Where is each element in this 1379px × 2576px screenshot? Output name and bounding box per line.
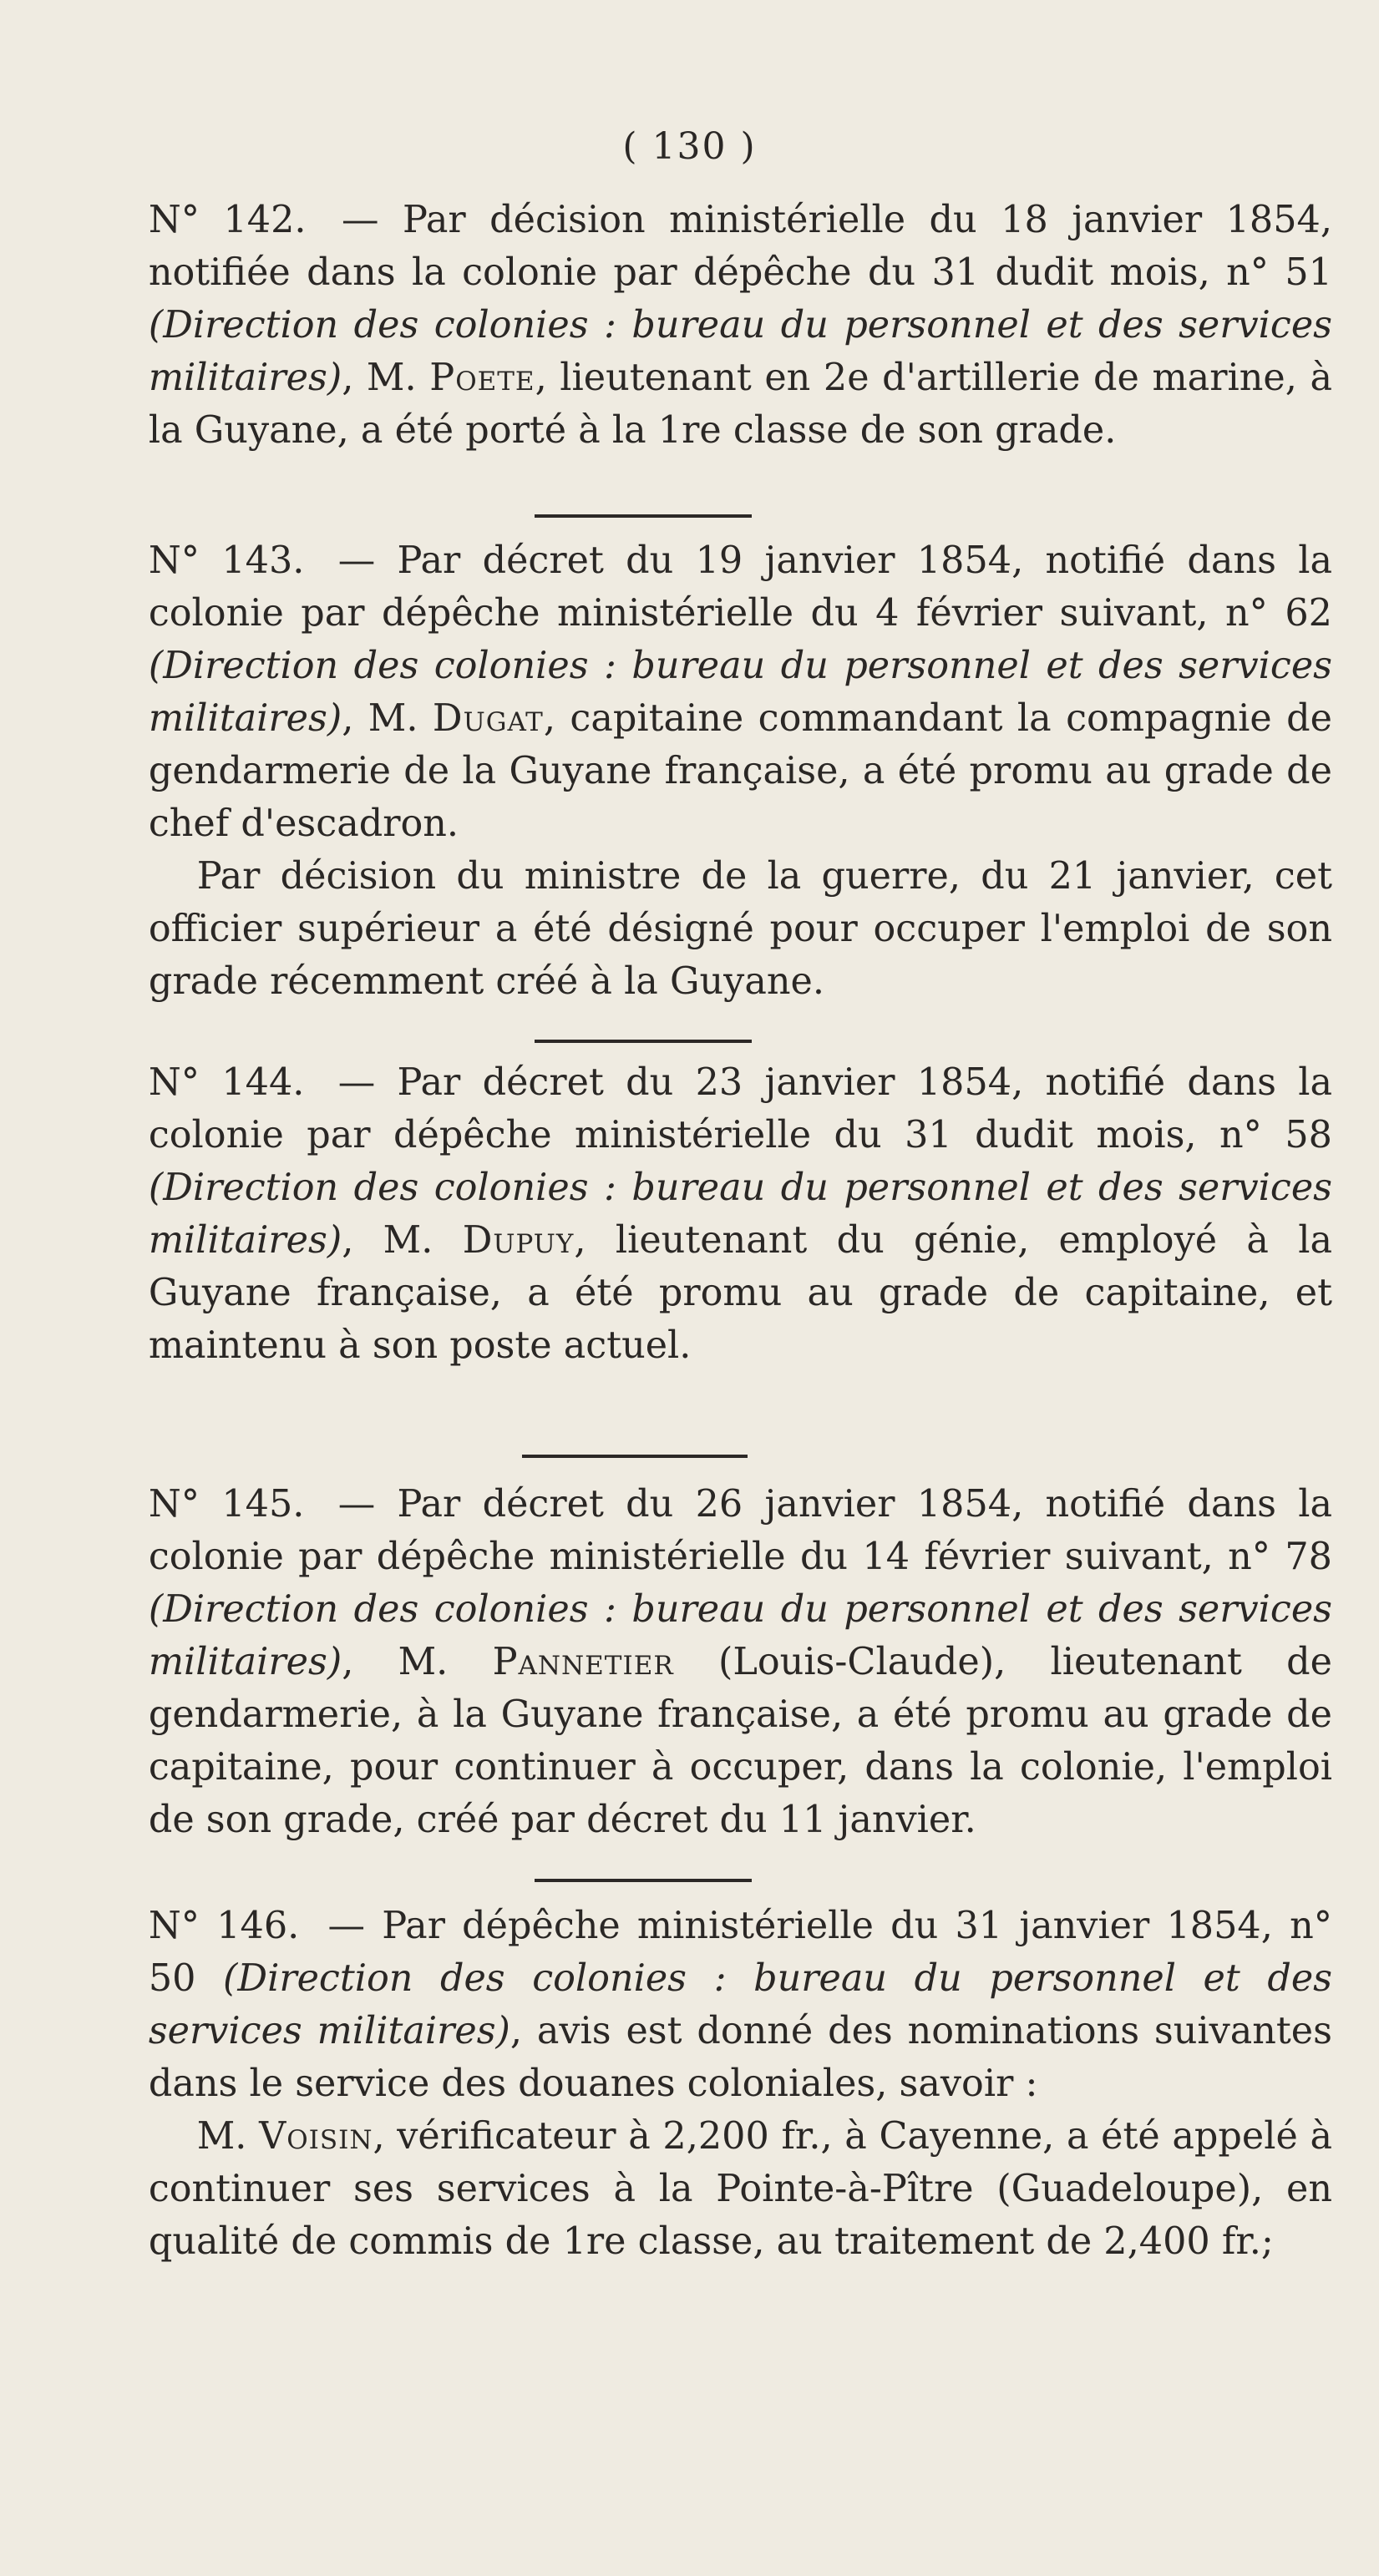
article-rest: , lieutenant du génie, employé à la Guyane française, a été promu au grade de capitaine, et maintenu à son poste actuel. <box>148 1219 1332 1367</box>
person-name: Voisin <box>259 2115 373 2158</box>
article-number: N° 144. <box>148 1061 305 1104</box>
article-paragraph <box>149 534 1332 850</box>
article-text: — Par dépêche ministérielle du 31 janvier 1854, n° 50 <box>148 1905 1332 2000</box>
page-number: ( 130 ) <box>622 125 757 168</box>
article-direction: (Direction des colonies : bureau du personnel et des services militaires) <box>148 304 1332 399</box>
article-rest: , capitaine commandant la compagnie de gendarmerie de la Guyane française, a été promu au grade de chef d'escadron. <box>148 697 1332 845</box>
article-paragraph <box>149 1478 1332 1846</box>
article-rest: (Louis-Claude), lieutenant de gendarmerie, à la Guyane française, a été promu au grade de capitaine, pour continuer à occuper, dans la colonie, l'emploi de son grade, créé par décret du 11 janvier. <box>148 1641 1332 1841</box>
article-text: — Par décret du 26 janvier 1854, notifié dans la colonie par dépêche ministérielle du 14 février suivant, n° 78 <box>148 1483 1332 1578</box>
article-paragraph <box>149 1056 1332 1372</box>
continuation-prefix: M. <box>196 2115 247 2158</box>
article-direction: (Direction des colonies : bureau du personnel et des services militaires) <box>148 1167 1332 1262</box>
article-paragraph <box>149 1900 1332 2110</box>
article-text: — Par décret du 19 janvier 1854, notifié dans la colonie par dépêche ministérielle du 4 février suivant, n° 62 <box>148 539 1332 635</box>
article-number: N° 142. <box>148 199 307 241</box>
person-name: Dugat <box>432 697 544 740</box>
article-144 <box>100 1056 1332 1372</box>
article-text-before-name: , M. <box>342 697 418 740</box>
person-name: Dupuy <box>462 1219 575 1262</box>
section-divider <box>535 1040 752 1043</box>
article-rest: , lieutenant en 2e d'artillerie de marine, à la Guyane, a été porté à la 1re classe de son grade. <box>148 357 1332 452</box>
article-continuation: Par décision du ministre de la guerre, du 21 janvier, cet officier supérieur a été désigné pour occuper l'emploi de son grade récemment créé à la Guyane. <box>148 855 1332 1003</box>
article-146 <box>100 1900 1332 2268</box>
article-number: N° 146. <box>148 1905 300 1947</box>
article-145 <box>100 1478 1332 1846</box>
article-text: — Par décret du 23 janvier 1854, notifié dans la colonie par dépêche ministérielle du 31 dudit mois, n° 58 <box>148 1061 1332 1156</box>
article-text-before-name: , M. <box>342 357 417 399</box>
section-divider <box>535 1879 752 1882</box>
article-direction: (Direction des colonies : bureau du personnel et des services militaires) <box>148 645 1332 740</box>
article-text: — Par décision ministérielle du 18 janvier 1854, notifiée dans la colonie par dépêche du 31 dudit mois, n° 51 <box>148 199 1332 294</box>
article-paragraph <box>149 194 1332 457</box>
person-name: Poete <box>429 357 535 399</box>
article-text-before-name: , avis est donné des nominations suivantes dans le service des douanes coloniales, savoir : <box>148 2010 1332 2105</box>
article-text-before-name: , M. <box>342 1641 449 1683</box>
article-143 <box>100 534 1332 1008</box>
section-divider <box>535 514 752 518</box>
section-divider <box>522 1455 748 1458</box>
article-continuation <box>100 2110 1332 2268</box>
person-name: Pannetier <box>492 1641 674 1683</box>
article-142 <box>100 194 1332 457</box>
article-number: N° 145. <box>148 1483 305 1526</box>
article-direction: (Direction des colonies : bureau du personnel et des services militaires) <box>148 1957 1332 2052</box>
continuation-text: , vérificateur à 2,200 fr., à Cayenne, a été appelé à continuer ses services à la Pointe-à-Pître (Guadeloupe), en qualité de commis de 1re classe, au traitement de 2,400 fr.; <box>148 2115 1332 2263</box>
article-number: N° 143. <box>148 539 305 582</box>
article-text-before-name: , M. <box>342 1219 433 1262</box>
article-direction: (Direction des colonies : bureau du personnel et des services militaires) <box>148 1588 1332 1683</box>
